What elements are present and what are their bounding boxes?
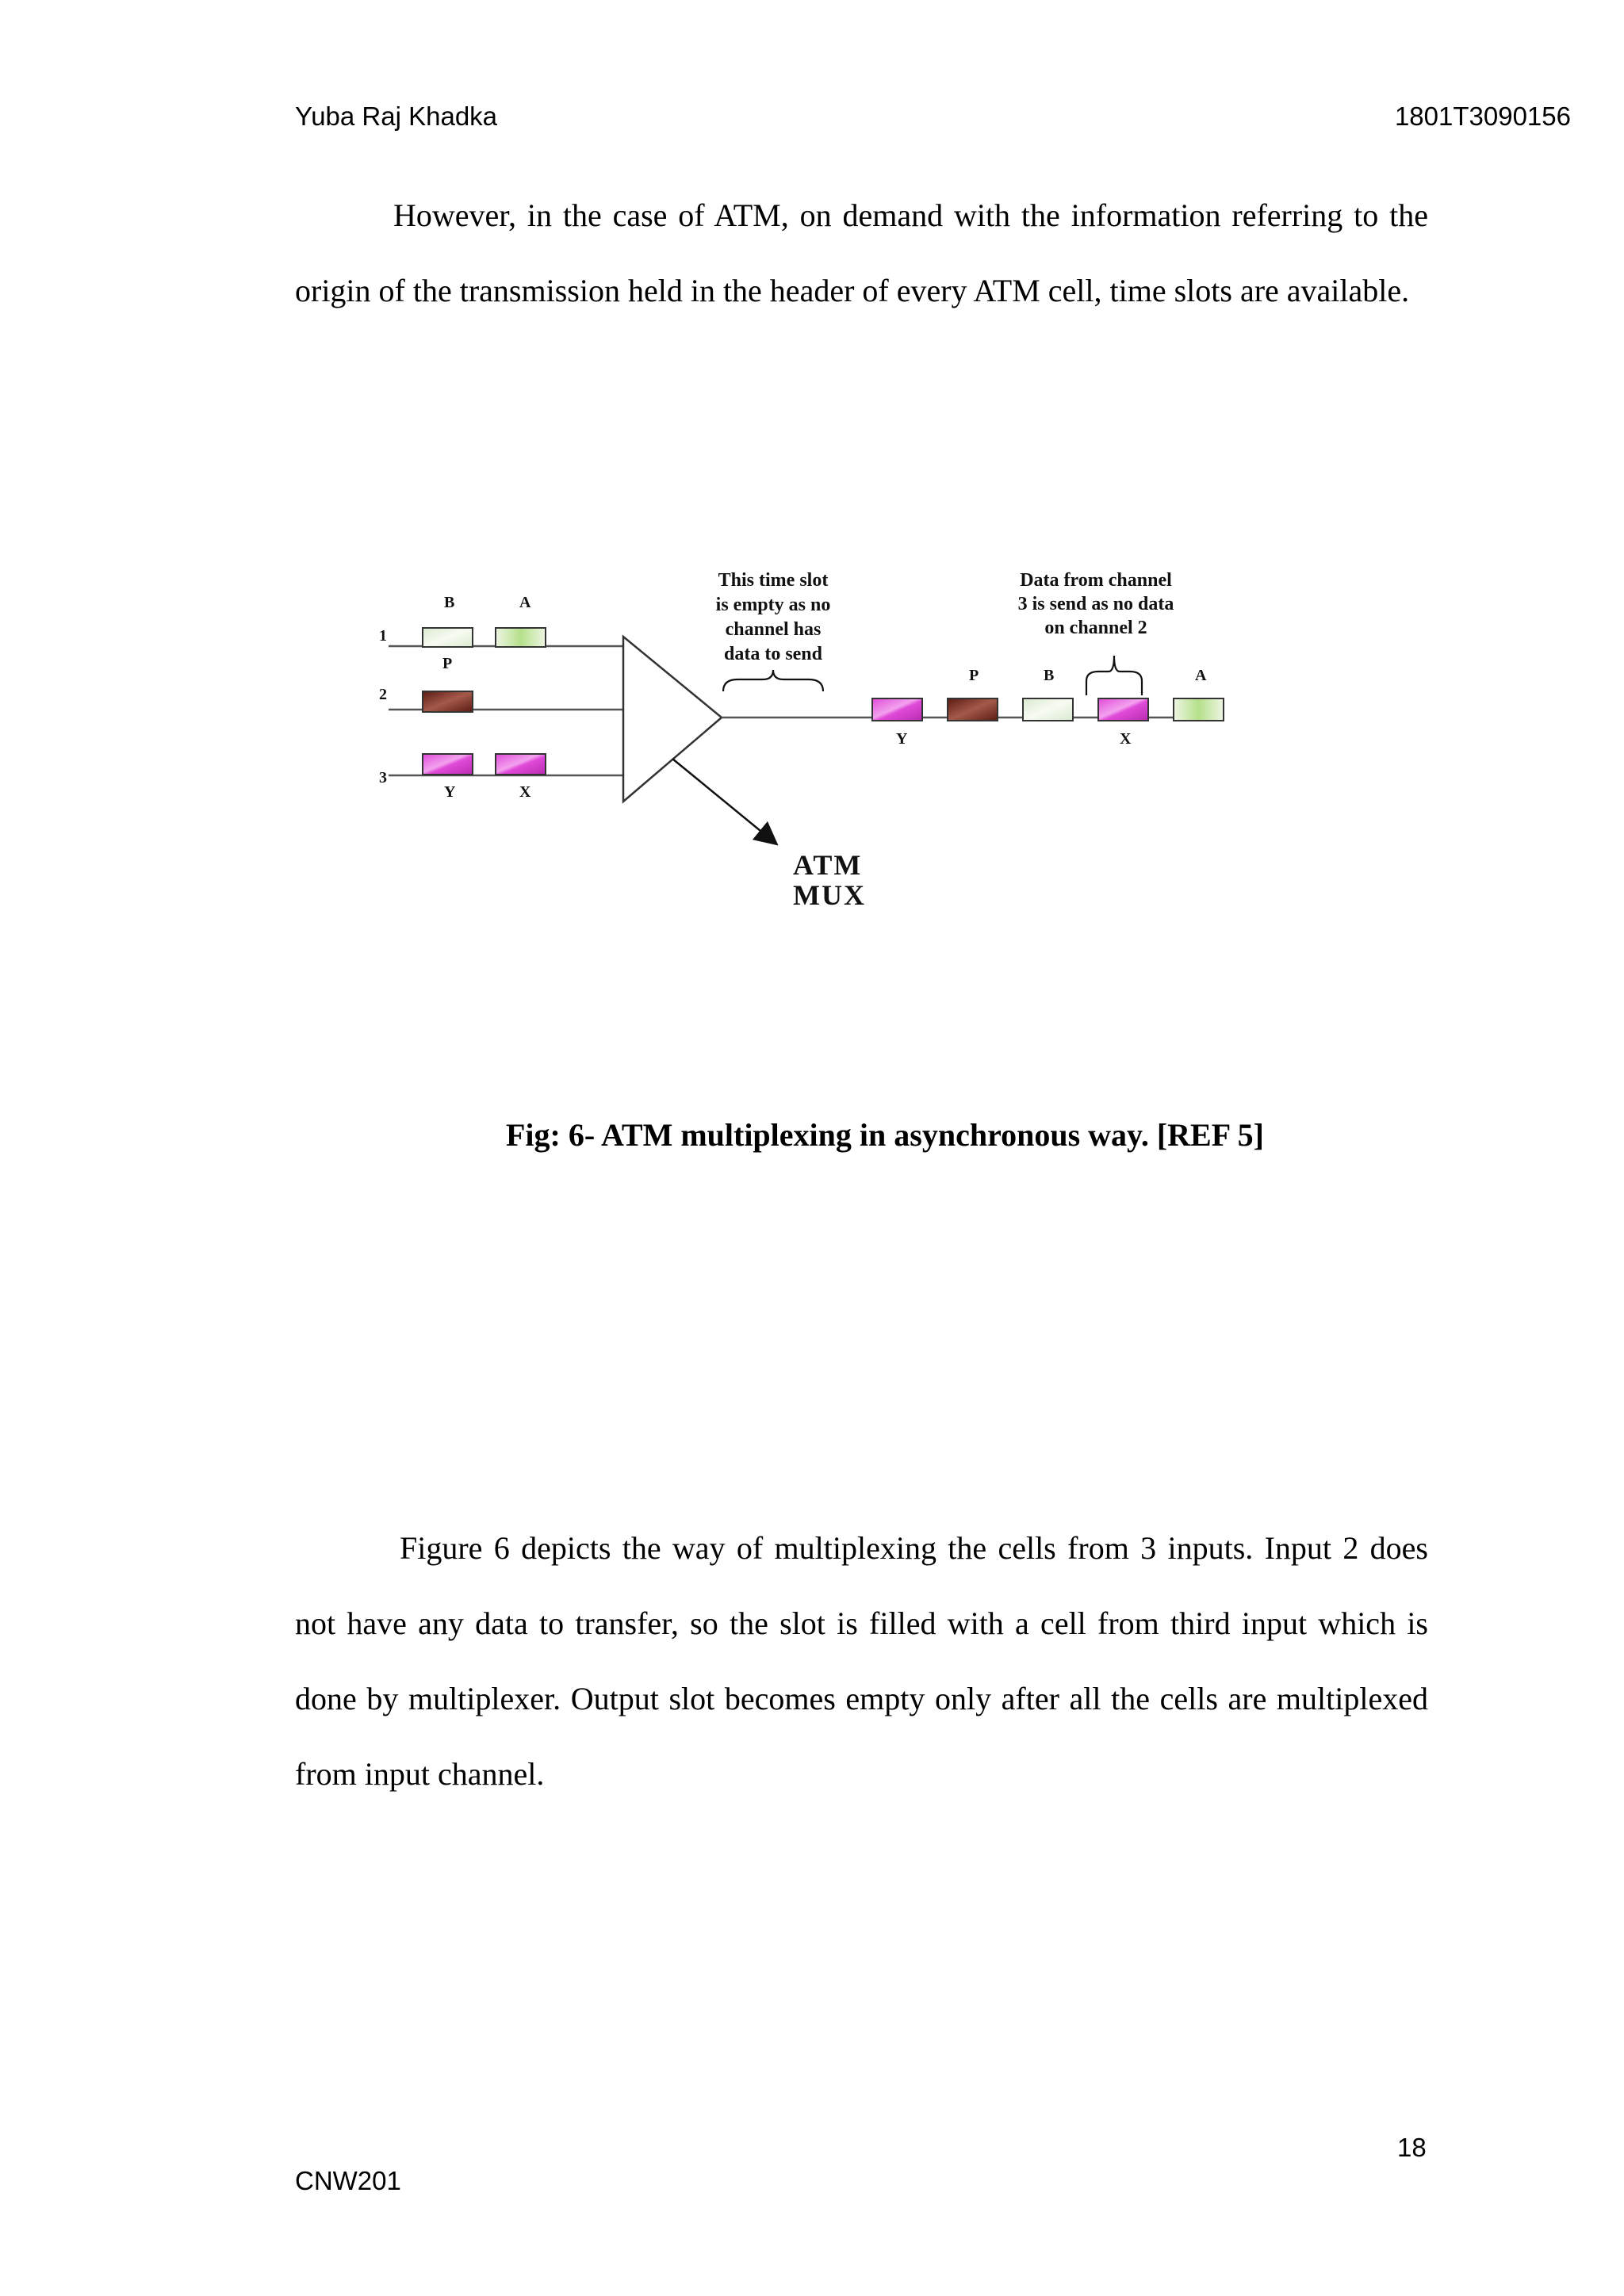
empty-slot-note-line-1: This time slot [718, 570, 829, 591]
figure-caption-text: Fig: 6- ATM multiplexing in asynchronous way. [REF 5] [505, 1117, 1264, 1153]
output-label-B: B [1044, 667, 1055, 684]
figure-caption [0, 1116, 1624, 1154]
output-cell-A [1174, 698, 1224, 721]
channel-number-1: 1 [379, 627, 387, 645]
input-cell-P [423, 691, 473, 712]
header-author: Yuba Raj Khadka [295, 101, 498, 131]
paragraph-2: Figure 6 depicts the way of multiplexing the cells from 3 inputs. Input 2 does not have any data to transfer, so the slot is filled with a cell from third input which is done by multiplexer. Output slot becomes empty only after all the cells are multiplexed from input channel. [295, 1530, 1428, 1792]
output-cell-B [1023, 698, 1073, 721]
channel3-brace [1086, 656, 1142, 695]
channel3-note-line-2: 3 is send as no data [1017, 594, 1174, 614]
header-student-id: 1801T3090156 [1394, 101, 1571, 131]
channel3-note-line-3: on channel 2 [1044, 618, 1147, 638]
cell-label-P: P [442, 655, 453, 672]
empty-slot-note-line-3: channel has [725, 619, 822, 640]
input-cell-B [423, 628, 473, 647]
cell-label-X: X [519, 783, 531, 801]
empty-slot-brace [723, 670, 823, 691]
course-code: CNW201 [295, 2166, 401, 2195]
output-label-P: P [969, 667, 979, 684]
paragraph-1: However, in the case of ATM, on demand with the information referring to the origin of the transmission held in the header of every ATM cell, time slots are available. [295, 197, 1428, 308]
channel-number-2: 2 [379, 686, 387, 703]
input-cell-X [496, 754, 546, 775]
empty-slot-note-line-4: data to send [723, 644, 823, 664]
output-label-Y: Y [896, 730, 908, 748]
output-cell-X [1098, 698, 1148, 721]
atm-mux-diagram [357, 559, 1245, 924]
input-cell-A [496, 628, 546, 647]
output-label-A: A [1195, 667, 1207, 684]
mux-arrow [672, 759, 769, 838]
output-label-X: X [1120, 730, 1132, 748]
cell-label-B: B [444, 594, 455, 611]
cell-label-Y: Y [444, 783, 456, 801]
channel3-note-line-1: Data from channel [1020, 570, 1172, 591]
input-cell-Y [423, 754, 473, 775]
cell-label-A: A [519, 594, 531, 611]
mux-triangle [623, 637, 722, 802]
mux-label-line-2: MUX [793, 879, 866, 911]
channel-number-3: 3 [379, 769, 387, 786]
output-cell-Y [872, 698, 922, 721]
empty-slot-note-line-2: is empty as no [715, 595, 831, 615]
output-cell-P [948, 698, 998, 721]
mux-label-line-1: ATM [793, 849, 863, 881]
page-number: 18 [1397, 2133, 1427, 2162]
